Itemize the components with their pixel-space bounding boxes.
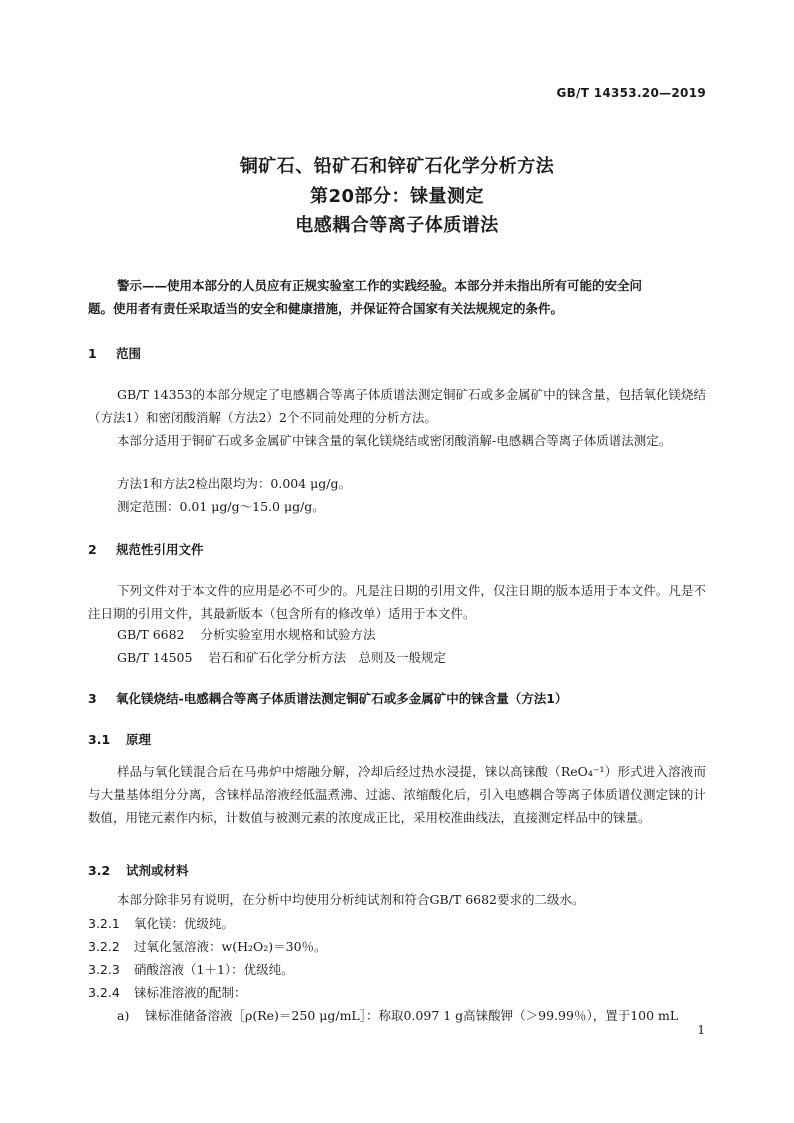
reagent-item <box>88 937 327 955</box>
item-text: 氧化镁：优级纯。 <box>134 916 235 931</box>
title-line-1: 铜矿石、铅矿石和锌矿石化学分析方法 <box>239 156 555 177</box>
reference-code: GB/T 14505 <box>117 650 193 665</box>
item-text: 过氧化氢溶液：w(H₂O₂)＝30％。 <box>134 939 327 954</box>
section-title: 试剂或材料 <box>126 863 189 878</box>
reagent-item <box>88 960 294 978</box>
item-text: 铼标准溶液的配制： <box>134 985 247 1000</box>
warning-paragraph <box>88 274 706 320</box>
title-line-2: 第20部分：铼量测定 <box>309 186 485 207</box>
title-line-3: 电感耦合等离子体质谱法 <box>295 215 499 236</box>
section-title: 原理 <box>126 732 152 747</box>
section-number: 3.1 <box>88 732 111 747</box>
section-3-heading <box>88 689 567 707</box>
list-label: a) <box>117 1008 130 1023</box>
section-2-paragraph-1: 下列文件对于本文件的应用是必不可少的。凡是注日期的引用文件，仅注日期的版本适用于本文件。凡是不注日期的引用文件，其最新版本（包含所有的修改单）适用于本文件。 <box>88 583 706 621</box>
section-title: 规范性引用文件 <box>116 542 204 557</box>
sub-list-item-a <box>117 1006 678 1024</box>
item-number: 3.2.4 <box>88 985 120 1000</box>
detection-limit-text: 方法1和方法2检出限均为：0.004 μg/g。 <box>117 476 352 491</box>
list-text: 铼标准储备溶液［ρ(Re)＝250 μg/mL］：称取0.097 1 g高铼酸钾（＞99.99％），置于100 mL <box>145 1008 679 1023</box>
warning-line-1: 警示——使用本部分的人员应有正规实验室工作的实践经验。本部分并未指出所有可能的安全问 <box>117 278 643 293</box>
section-3-2-heading <box>88 861 189 879</box>
section-3-2-intro: 本部分除非另有说明，在分析中均使用分析纯试剂和符合GB/T 6682要求的二级水。 <box>117 892 585 907</box>
section-1-heading <box>88 344 141 362</box>
standard-code: GB/T 14353.20—2019 <box>556 86 706 100</box>
section-1-paragraph-2: 本部分适用于铜矿石或多金属矿中铼含量的氧化镁烧结或密闭酸消解-电感耦合等离子体质谱法测定。 <box>117 433 672 448</box>
section-3-1-paragraph: 样品与氧化镁混合后在马弗炉中熔融分解，冷却后经过热水浸提，铼以高铼酸（ReO₄⁻¹）形式进入溶液而与大量基体组分分离，含铼样品溶液经低温煮沸、过滤、浓缩酸化后，引入电感耦合等离子体质谱仪测定铼的计数值，用铑元素作内标，计数值与被测元素的浓度成正比，采用校准曲线法，直接测定样品中的铼量。 <box>88 764 706 825</box>
section-title: 范围 <box>116 346 142 361</box>
section-number: 2 <box>88 542 97 557</box>
item-number: 3.2.2 <box>88 939 120 954</box>
section-number: 3.2 <box>88 863 111 878</box>
section-1-paragraph-1: GB/T 14353的本部分规定了电感耦合等离子体质谱法测定铜矿石或多金属矿中的铼含量，包括氧化镁烧结（方法1）和密闭酸消解（方法2）2个不同前处理的分析方法。 <box>88 387 706 425</box>
item-number: 3.2.3 <box>88 962 120 977</box>
section-3-1-heading <box>88 730 151 748</box>
warning-line-2: 题。使用者有责任采取适当的安全和健康措施，并保证符合国家有关法规规定的条件。 <box>88 301 564 316</box>
item-number: 3.2.1 <box>88 916 120 931</box>
reference-title: 岩石和矿石化学分析方法 总则及一般规定 <box>208 650 446 665</box>
section-number: 3 <box>88 691 97 706</box>
reagent-item <box>88 914 234 932</box>
measurement-range-text: 测定范围：0.01 μg/g～15.0 μg/g。 <box>117 499 325 514</box>
reference-item <box>117 648 446 666</box>
section-number: 1 <box>88 346 97 361</box>
reference-code: GB/T 6682 <box>117 627 185 642</box>
page-number: 1 <box>697 1023 705 1037</box>
section-2-heading <box>88 540 204 558</box>
item-text: 硝酸溶液（1＋1）：优级纯。 <box>134 962 294 977</box>
reagent-item <box>88 983 247 1001</box>
section-title: 氧化镁烧结-电感耦合等离子体质谱法测定铜矿石或多金属矿中的铼含量（方法1） <box>116 691 568 706</box>
reference-item <box>117 625 376 643</box>
reference-title: 分析实验室用水规格和试验方法 <box>200 627 376 642</box>
